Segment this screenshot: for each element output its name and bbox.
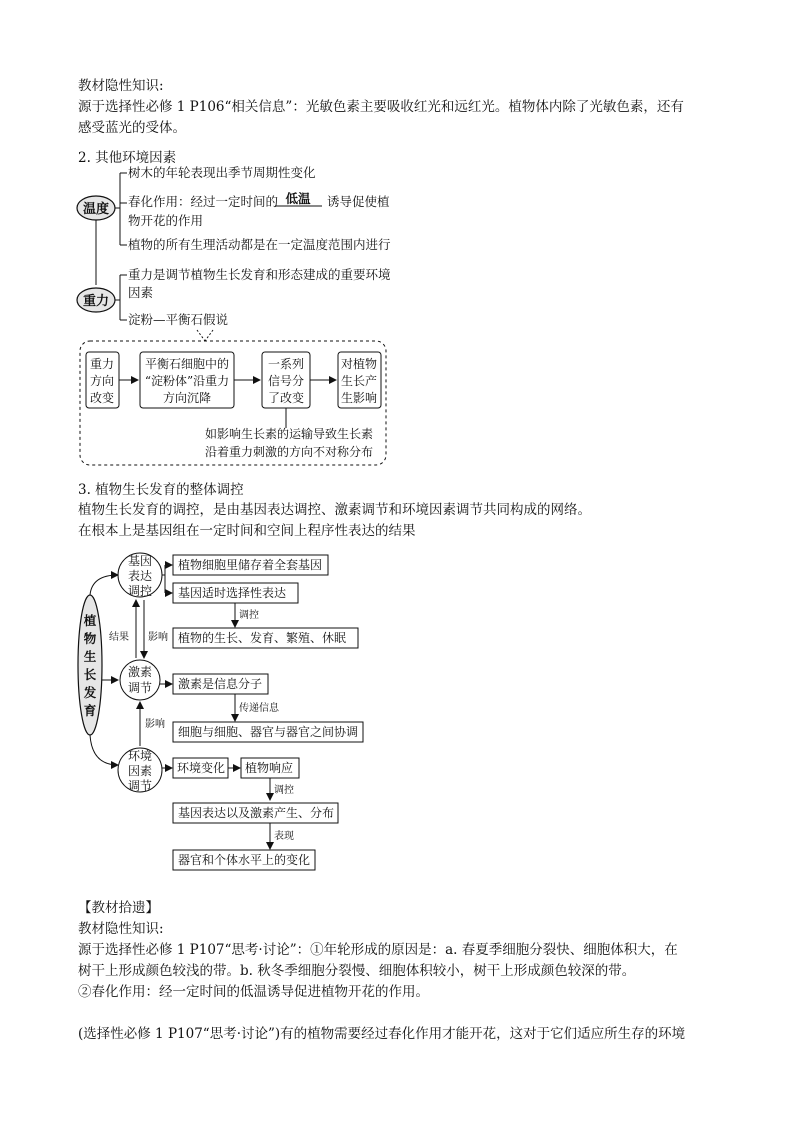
hormone-box-1-text: 激素是信息分子: [178, 677, 263, 691]
flow-1-line-1: 重力: [89, 357, 115, 371]
flow-3-line-1: 一系列: [267, 357, 305, 371]
gravity-item-1-line1: 重力是调节植物生长发育和形态建成的重要环境: [128, 267, 391, 282]
flow-1-line-2: 方向: [89, 374, 115, 388]
flow-2-line-1: 平衡石细胞中的: [144, 357, 230, 371]
hidden-knowledge-line-2: 感受蓝光的受体。: [78, 120, 186, 136]
section-3-title: 3. 植物生长发育的整体调控: [78, 482, 244, 498]
section-3-line-1: 植物生长发育的调控，是由基因表达调控、激素调节和环境因素调节共同构成的网络。: [78, 502, 591, 518]
label-result: 结果: [109, 632, 129, 643]
gene-node-line-1: 基因: [127, 554, 153, 568]
section-2-title: 2. 其他环境因素: [78, 150, 177, 166]
env-box-2-text: 植物响应: [245, 761, 294, 775]
gravity-item-1-line2: 因素: [128, 285, 154, 300]
root-char-6: 育: [83, 703, 97, 718]
flow-2-line-2: “淀粉体”沿重力: [144, 374, 230, 388]
textbook-supplement-heading: 【教材拾遗】: [78, 900, 159, 916]
label-regulate: 调控: [239, 610, 259, 621]
root-char-1: 植: [83, 613, 97, 628]
root-char-5: 发: [83, 685, 97, 700]
temp-item-2-blank: 低温: [285, 191, 311, 206]
gene-node-line-2: 表达: [127, 569, 153, 583]
hormone-node-line-1: 激素: [127, 665, 153, 679]
env-box-3-text: 基因表达以及激素产生、分布: [178, 806, 335, 820]
hormone-box-2-text: 细胞与细胞、器官与器官之间协调: [178, 725, 359, 739]
temp-item-3: 植物的所有生理活动都是在一定温度范围内进行: [128, 237, 391, 252]
flow-2-line-3: 方向沉降: [162, 391, 212, 405]
temp-item-2-post: 诱导促使植: [327, 194, 390, 209]
gene-box-2-text: 基因适时选择性表达: [178, 586, 287, 600]
flow-3-line-2: 信号分: [267, 374, 305, 388]
env-box-4-text: 器官和个体水平上的变化: [178, 853, 311, 867]
gene-box-1-text: 植物细胞里储存着全套基因: [178, 558, 323, 572]
flow-note-line-2: 沿着重力刺激的方向不对称分布: [204, 445, 374, 459]
env-node-line-1: 环境: [127, 749, 153, 763]
label-regulate-2: 调控: [274, 785, 294, 796]
label-influence: 影响: [148, 632, 168, 643]
temperature-label: 温度: [82, 202, 110, 217]
root-char-3: 生: [83, 649, 97, 664]
label-transmit: 传递信息: [239, 703, 279, 714]
flow-4-line-3: 生影响: [340, 391, 378, 405]
hidden-knowledge-heading-2: 教材隐性知识:: [78, 921, 164, 937]
section-3-line-2: 在根本上是基因组在一定时间和空间上程序性表达的结果: [78, 523, 416, 539]
root-char-2: 物: [83, 631, 97, 646]
temp-item-2-pre: 春化作用：经过一定时间的: [128, 194, 279, 209]
label-express: 表现: [274, 831, 294, 842]
flow-3-line-3: 了改变: [267, 391, 305, 405]
bottom-line-4: (选择性必修 1 P107“思考·讨论”)有的植物需要经过春化作用才能开花，这对于它们适应所生存的环境: [78, 1026, 686, 1042]
flow-note-line-1: 如影响生长素的运输导致生长素: [204, 427, 374, 441]
hidden-knowledge-line-1: 源于选择性必修 1 P106“相关信息”：光敏色素主要吸收红光和远红光。植物体内除了光敏色素，还有: [78, 99, 684, 115]
flow-4-line-2: 生长产: [340, 374, 378, 388]
env-node-line-3: 调节: [127, 779, 153, 793]
hormone-node-line-2: 调节: [127, 681, 153, 695]
gravity-label: 重力: [82, 294, 110, 309]
bottom-line-3: ②春化作用：经一定时间的低温诱导促进植物开花的作用。: [78, 984, 429, 1000]
temp-item-1: 树木的年轮表现出季节周期性变化: [128, 165, 316, 180]
bottom-line-2: 树干上形成颜色较浅的带。b. 秋冬季细胞分裂慢、细胞体积较小，树干上形成颜色较深的带。: [78, 963, 636, 979]
env-box-1-text: 环境变化: [177, 761, 226, 775]
temp-item-2-line2: 物开花的作用: [128, 213, 204, 228]
root-char-4: 长: [83, 667, 97, 682]
label-influence-2: 影响: [145, 719, 165, 730]
gravity-item-2: 淀粉—平衡石假说: [128, 312, 229, 327]
flow-1-line-3: 改变: [89, 391, 115, 405]
bottom-line-1: 源于选择性必修 1 P107“思考·讨论”：①年轮形成的原因是：a. 春夏季细胞分裂快、细胞体积大，在: [78, 942, 678, 958]
gene-box-3-text: 植物的生长、发育、繁殖、休眠: [178, 631, 347, 645]
flow-4-line-1: 对植物: [340, 357, 378, 371]
env-node-line-2: 因素: [127, 764, 153, 778]
hidden-knowledge-heading-1: 教材隐性知识:: [78, 78, 164, 94]
gene-node-line-3: 调控: [127, 584, 153, 598]
